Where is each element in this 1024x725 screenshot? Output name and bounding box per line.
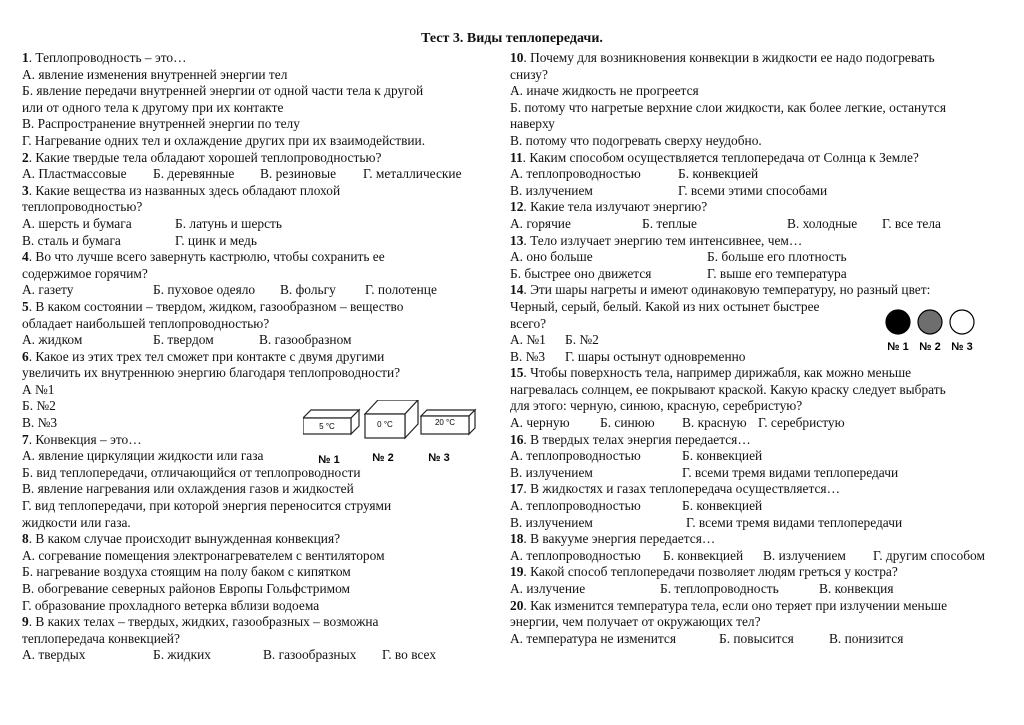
line-text: увеличить их внутреннюю энергию благодаря теплопроводности? (22, 365, 401, 381)
line-text: Б. явление передачи внутренней энергии от одной части тела к другой (22, 83, 424, 99)
line-text: . Каким способом осуществляется теплопередача от Солнца к Земле? (522, 149, 919, 165)
line-text: В. обогревание северных районов Европы Гольфстримом (22, 581, 351, 596)
question-line (22, 150, 492, 167)
question-number: 8 (22, 531, 29, 547)
line-text: . Какой способ теплопередачи позволяет людям греться у костра? (523, 564, 898, 580)
line-text: . Эти шары нагреты и имеют одинаковую температуру, но разный цвет: (523, 282, 931, 298)
answer-option: Г. цинк и медь (175, 232, 257, 248)
answer-option: В. газообразном (259, 332, 352, 348)
line-text: жидкости или газа. (22, 514, 131, 530)
options-line (22, 332, 492, 349)
line-text: обладает наибольшей теплопроводностью? (22, 315, 270, 331)
answer-option: А. газету (22, 282, 74, 298)
answer-option: А. теплопроводностью (510, 547, 641, 563)
answer-option: Г. полотенце (365, 282, 437, 298)
block-1-temp: 5 °C (319, 422, 335, 431)
answer-option: А. теплопроводностью (510, 166, 641, 182)
text-line (22, 100, 492, 117)
answer-option: А. горячие (510, 215, 571, 231)
ball-1-label: № 1 (887, 341, 909, 353)
answer-option: Б. жидких (153, 647, 211, 663)
options-line (510, 548, 1006, 565)
answer-option: В. фольгу (280, 282, 336, 298)
line-text: . Чтобы поверхность тела, например дирижабля, как можно меньше (523, 365, 912, 381)
page-title: Тест 3. Виды теплопередачи. (421, 31, 603, 46)
answer-option: Б. конвекцией (682, 498, 763, 514)
question-number: 2 (22, 149, 29, 165)
question-line (22, 50, 492, 67)
line-text: Б. нагревание воздуха стоящим на полу баком с кипятком (22, 564, 351, 580)
options-line (510, 266, 1006, 283)
options-line (510, 465, 1006, 482)
answer-option: Г. все тела (882, 215, 941, 231)
text-line (22, 581, 492, 598)
line-text: энергии, чем получает от окружающих тел? (510, 614, 761, 630)
line-text: А. явление циркуляции жидкости или газа (22, 448, 264, 464)
question-line (510, 432, 1006, 449)
answer-option: В. излучением (510, 514, 593, 530)
text-line (22, 83, 492, 100)
question-line (22, 183, 492, 200)
block-3-label: № 3 (428, 452, 450, 464)
answer-option: Б. пуховое одеяло (153, 282, 256, 298)
question-line (22, 614, 492, 631)
answer-option: Б. конвекцией (682, 448, 763, 464)
line-text: . Во что лучше всего завернуть кастрюлю, чтобы сохранить ее (28, 249, 385, 265)
answer-option: А. излучение (510, 581, 586, 596)
line-text: . Почему для возникновения конвекции в жидкости ее надо подогревать (523, 50, 935, 65)
black-ball (886, 310, 910, 334)
answer-option: А. №1 (510, 332, 546, 348)
line-text: В. потому что подогревать сверху неудобно. (510, 132, 762, 148)
question-number: 18 (510, 531, 524, 547)
answer-option: Б. конвекцией (678, 166, 759, 182)
line-text: . Теплопроводность – это… (28, 50, 187, 65)
answer-option: Б. больше его плотность (707, 249, 847, 265)
question-number: 13 (510, 232, 524, 248)
question-line (510, 365, 1006, 382)
question-number: 11 (510, 149, 523, 165)
line-text: В. №3 (22, 415, 58, 431)
answer-option: В. красную (682, 415, 747, 431)
line-text: В. Распространение внутренней энергии по телу (22, 116, 300, 132)
options-line (22, 216, 492, 233)
text-line (510, 116, 1006, 133)
answer-option: В. излучением (510, 464, 593, 480)
question-number: 15 (510, 365, 524, 381)
answer-option: Г. всеми тремя видами теплопередачи (686, 514, 903, 530)
line-text: А №1 (22, 381, 55, 397)
question-line (510, 481, 1006, 498)
answer-option: В. №3 (510, 348, 546, 364)
line-text: Черный, серый, белый. Какой из них остынет быстрее (510, 298, 820, 314)
line-text: Г. вид теплопередачи, при которой энергия переносится струями (22, 498, 392, 514)
left-column (22, 50, 492, 664)
text-line (22, 266, 492, 283)
question-line (510, 531, 1006, 548)
text-line (22, 365, 492, 382)
line-text: А. согревание помещения электронагревателем с вентилятором (22, 547, 385, 563)
text-line (510, 398, 1006, 415)
line-text: Б. потому что нагретые верхние слои жидкости, как более легкие, останутся (510, 99, 946, 115)
line-text: для этого: черную, синюю, красную, серебристую? (510, 398, 803, 414)
text-line (510, 382, 1006, 399)
block-3-temp: 20 °C (434, 418, 456, 427)
line-text: . В твердых телах энергия передается… (523, 431, 751, 447)
answer-option: В. понизится (829, 630, 904, 646)
question-line (510, 150, 1006, 167)
answer-option: Б. теплые (642, 215, 697, 231)
block-3 (421, 410, 475, 434)
answer-option: Г. металлические (363, 166, 462, 182)
answer-option: Г. другим способом (873, 547, 985, 563)
options-line (22, 166, 492, 183)
text-line (510, 100, 1006, 117)
answer-option: А. Пластмассовые (22, 166, 127, 182)
line-text: теплопередача конвекцией? (22, 630, 180, 646)
text-line (22, 631, 492, 648)
line-text: или от одного тела к другому при их контакте (22, 99, 284, 115)
question-number: 7 (22, 431, 29, 447)
options-line (510, 249, 1006, 266)
answer-option: В. газообразных (263, 647, 357, 663)
question-number: 16 (510, 431, 524, 447)
answer-option: А. жидком (22, 332, 83, 348)
text-line (22, 481, 492, 498)
text-line (510, 83, 1006, 100)
answer-option: А. теплопроводностью (510, 498, 641, 514)
answer-option: Б. повысится (719, 630, 794, 646)
ball-2-label: № 2 (919, 341, 941, 353)
question-line (510, 598, 1006, 615)
options-line (510, 581, 1006, 598)
line-text: А. явление изменения внутренней энергии тел (22, 66, 288, 82)
text-line (22, 498, 492, 515)
answer-option: А. температура не изменится (510, 630, 676, 646)
question-number: 3 (22, 182, 29, 198)
answer-option: Г. всеми этими способами (678, 182, 828, 198)
line-text: Г. образование прохладного ветерка вблизи водоема (22, 597, 320, 613)
question-number: 6 (22, 348, 29, 364)
answer-option: Б. №2 (565, 332, 599, 348)
options-line (510, 415, 1006, 432)
text-line (22, 598, 492, 615)
question-line (510, 233, 1006, 250)
line-text: Г. Нагревание одних тел и охлаждение других при их взаимодействии. (22, 132, 426, 148)
question-line (510, 50, 1006, 67)
line-text: . Какие тела излучают энергию? (523, 199, 708, 215)
answer-option: А. черную (510, 415, 570, 431)
line-text: В. явление нагревания или охлаждения газов и жидкостей (22, 481, 354, 497)
question-line (510, 199, 1006, 216)
line-text: . Тело излучает энергию тем интенсивнее, чем… (523, 232, 803, 248)
options-line (510, 515, 1006, 532)
line-text: . В каком состоянии – твердом, жидком, газообразном – вещество (28, 298, 404, 314)
question-number: 20 (510, 597, 524, 613)
gray-ball (918, 310, 942, 334)
answer-option: В. резиновые (260, 166, 337, 182)
question-line (22, 299, 492, 316)
line-text: . Какое из этих трех тел сможет при контакте с двумя другими (28, 348, 385, 364)
answer-option: Г. во всех (382, 647, 437, 663)
line-text: . Какие твердые тела обладают хорошей теплопроводностью? (28, 149, 382, 165)
line-text: . Какие вещества из названных здесь обладают плохой (28, 182, 341, 198)
line-text: наверху (510, 116, 555, 132)
question-line (510, 282, 1006, 299)
question-line (22, 531, 492, 548)
answer-option: В. конвекция (819, 581, 894, 596)
question-number: 4 (22, 249, 29, 265)
answer-option: А. теплопроводностью (510, 448, 641, 464)
block-1 (303, 410, 359, 434)
ball-3-label: № 3 (951, 341, 973, 353)
question-number: 19 (510, 564, 524, 580)
question-line (22, 249, 492, 266)
answer-option: Г. шары остынут одновременно (565, 348, 746, 364)
line-text: . В вакууме энергия передается… (523, 531, 716, 547)
block-1-label: № 1 (318, 454, 340, 466)
question-line (22, 349, 492, 366)
options-line (510, 183, 1006, 200)
text-line (510, 133, 1006, 150)
line-text: теплопроводностью? (22, 199, 143, 215)
block-2-label: № 2 (372, 452, 394, 464)
answer-option: Г. всеми тремя видами теплопередачи (682, 464, 899, 480)
question-number: 12 (510, 199, 524, 215)
line-text: Б. вид теплопередачи, отличающийся от теплопроводности (22, 464, 361, 480)
line-text: . В каком случае происходит вынужденная конвекция? (28, 531, 341, 547)
line-text: снизу? (510, 66, 548, 82)
text-line (22, 564, 492, 581)
line-text: содержимое горячим? (22, 265, 148, 281)
question-number: 10 (510, 50, 524, 65)
question-line (510, 564, 1006, 581)
text-line (510, 67, 1006, 84)
line-text: всего? (510, 315, 547, 331)
question-number: 5 (22, 298, 29, 314)
text-line (22, 67, 492, 84)
answer-option: В. излучением (763, 547, 846, 563)
options-line (510, 631, 1006, 648)
question-number: 17 (510, 481, 524, 497)
text-line (22, 133, 492, 150)
answer-option: Б. быстрее оно движется (510, 265, 652, 281)
line-text: А. иначе жидкость не прогреется (510, 83, 699, 99)
text-line (22, 382, 492, 399)
line-text: нагревалась солнцем, ее покрывают краской. Какую краску следует выбрать (510, 381, 946, 397)
answer-option: Б. латунь и шерсть (175, 215, 283, 231)
options-line (22, 282, 492, 299)
answer-option: А. твердых (22, 647, 86, 663)
block-2-temp: 0 °C (377, 420, 393, 429)
answer-option: Г. выше его температура (707, 265, 847, 281)
text-line (22, 316, 492, 333)
question-14-figure (880, 308, 990, 354)
text-line (22, 199, 492, 216)
answer-option: Б. конвекцией (663, 547, 744, 563)
options-line (510, 216, 1006, 233)
text-line (22, 548, 492, 565)
answer-option: Б. теплопроводность (660, 581, 779, 596)
options-line (22, 647, 492, 664)
line-text: Б. №2 (22, 398, 56, 414)
options-line (510, 498, 1006, 515)
answer-option: В. излучением (510, 182, 593, 198)
answer-option: А. оно больше (510, 249, 593, 265)
block-2 (365, 400, 418, 438)
question-number: 9 (22, 614, 29, 630)
text-line (510, 614, 1006, 631)
answer-option: В. холодные (787, 215, 858, 231)
line-text: . В жидкостях и газах теплопередача осуществляется… (523, 481, 840, 497)
white-ball (950, 310, 974, 334)
answer-option: Г. серебристую (758, 415, 845, 431)
answer-option: Б. деревянные (153, 166, 235, 182)
line-text: . Конвекция – это… (28, 431, 142, 447)
question-6-figure (303, 400, 478, 470)
answer-option: Б. твердом (153, 332, 214, 348)
question-number: 1 (22, 50, 29, 65)
line-text: . Как изменится температура тела, если оно теряет при излучении меньше (523, 597, 948, 613)
options-line (22, 233, 492, 250)
answer-option: А. шерсть и бумага (22, 215, 132, 231)
line-text: . В каких телах – твердых, жидких, газообразных – возможна (28, 614, 379, 630)
question-number: 14 (510, 282, 524, 298)
options-line (510, 448, 1006, 465)
answer-option: Б. синюю (600, 415, 655, 431)
text-line (22, 116, 492, 133)
text-line (22, 515, 492, 532)
options-line (510, 166, 1006, 183)
answer-option: В. сталь и бумага (22, 232, 121, 248)
